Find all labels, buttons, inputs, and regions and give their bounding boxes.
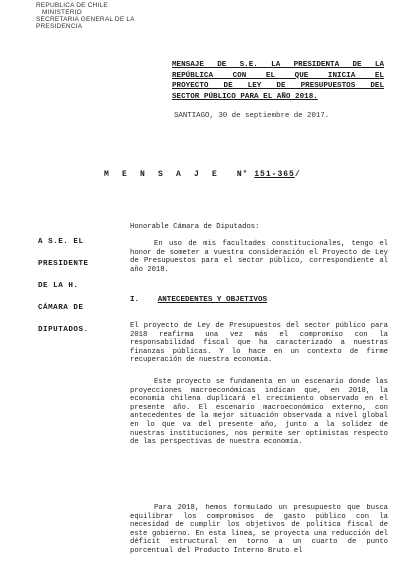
letterhead [36,2,156,30]
message-number-suffix: / [294,170,301,179]
message-label: M E N S A J E [104,170,222,179]
addressee-line-5: DIPUTADOS. [38,326,89,334]
paragraph-2: El proyecto de Ley de Presupuestos del sector público para 2018 reafirma una vez más el compromiso con la responsabilidad fiscal que ha caracterizado a nuestras finanzas públicas. Y lo hace en un contexto de firme recuperación de nuestra economía. [130,322,388,365]
paragraph-1: En uso de mis facultades constitucionales, tengo el honor de someter a vuestra consideración el Proyecto de Ley de Presupuestos para el sector público, correspondiente al año 2018. [130,240,388,274]
section-title: ANTECEDENTES Y OBJETIVOS [157,296,268,304]
addressee-line-1: A S.E. EL [38,238,84,246]
document-date: SANTIAGO, 30 de septiembre de 2017. [174,112,330,120]
message-number-prefix: N° [236,170,249,179]
addressee-line-2: PRESIDENTE [38,260,89,268]
addressee-line-3: DE LA H. [38,282,79,290]
message-number-value: 151-365 [254,170,295,179]
paragraph-4: Para 2018, hemos formulado un presupuesto que busca equilibrar los compromisos de gasto público con la necesidad de cumplir los objetivos de política fiscal de este gobierno. En esta línea, se proyecta una reducción del déficit estructural en torno a un cuarto de punto porcentual del Producto Interno Bruto el [130,504,388,555]
section-heading [130,296,267,304]
document-title [172,60,384,102]
addressee-line-4: CÁMARA DE [38,304,84,312]
title-line-4: SECTOR PÚBLICO PARA EL AÑO 2018. [172,92,318,101]
salutation: Honorable Cámara de Diputados: [130,223,260,231]
letterhead-country: REPUBLICA DE CHILE [36,2,108,9]
section-number: I. [130,296,140,304]
letterhead-ministry: MINISTERIO [42,9,82,16]
title-line-3: PROYECTO DE LEY DE PRESUPUESTOS DEL [172,82,384,90]
title-line-2: REPÚBLICA CON EL QUE INICIA EL [172,71,384,80]
message-number [104,170,301,179]
title-line-1: MENSAJE DE S.E. LA PRESIDENTA DE LA [172,61,384,69]
letterhead-department: SECRETARIA GENERAL DE LA PRESIDENCIA [36,16,135,30]
addressee-sidebar [38,236,89,346]
paragraph-3: Este proyecto se fundamenta en un escenario donde las proyecciones macroeconómicas indican que, en 2018, la economía chilena duplicará el crecimiento observado en el presente año. El escenario macroeconómico externo, con antecedentes de la mejor situación observada a nivel global en lo que va del presente año, junto a la solidez de nuestras instituciones, nos permite ser optimistas respecto de las perspectivas de nuestra economía. [130,378,388,447]
